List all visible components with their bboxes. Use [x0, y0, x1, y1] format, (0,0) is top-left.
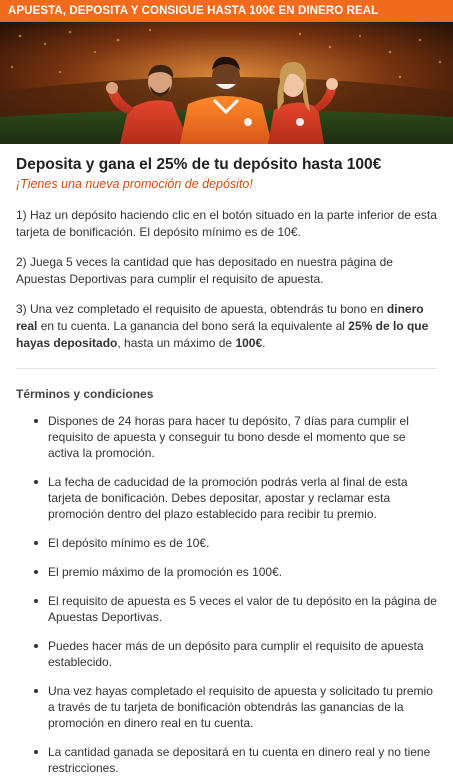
terms-item: La cantidad ganada se depositará en tu cuenta en dinero real y no tiene restricciones. [48, 744, 437, 776]
terms-title: Términos y condiciones [16, 387, 154, 401]
step-2: 2) Juega 5 veces la cantidad que has depositado en nuestra página de Apuestas Deportivas para cumplir el requisito de apuesta. [16, 255, 393, 286]
promo-title: Deposita y gana el 25% de tu depósito hasta 100€ [16, 156, 382, 173]
step-1: 1) Haz un depósito haciendo clic en el botón situado en la parte inferior de esta tarjeta de bonificación. El depósito mínimo es de 10€. [16, 208, 437, 239]
step-3-text: en tu cuenta. La ganancia del bono será la equivalente al [37, 319, 349, 333]
step-3 [16, 301, 437, 352]
step-3-bold-real-money: dinero real [16, 302, 424, 333]
step-3-bold-max: 100€ [235, 336, 263, 350]
terms-item: Puedes hacer más de un depósito para cumplir el requisito de apuesta establecido. [48, 638, 437, 670]
terms-item: El depósito mínimo es de 10€. [48, 535, 437, 551]
terms-item: El requisito de apuesta es 5 veces el valor de tu depósito en la página de Apuestas Deportivas. [48, 594, 437, 624]
hero-image [0, 22, 453, 144]
terms-item: Dispones de 24 horas para hacer tu depósito, 7 días para cumplir el requisito de apuesta y conseguir tu bono desde el momento que se activa la promoción. [48, 413, 437, 461]
step-3-bold-percentage: 25% de lo que hayas depositado [16, 319, 429, 350]
step-3-text: . [262, 336, 266, 350]
terms-item: El premio máximo de la promoción es 100€. [48, 564, 437, 580]
step-3-text: , hasta un máximo de [117, 336, 236, 350]
promo-content [0, 144, 453, 776]
stadium-illustration [0, 22, 453, 144]
step-3-text: 3) Una vez completado el requisito de apuesta, obtendrás tu bono en [16, 302, 387, 316]
promo-banner: APUESTA, DEPOSITA Y CONSIGUE HASTA 100€ EN DINERO REAL [0, 0, 453, 22]
terms-item: Una vez hayas completado el requisito de apuesta y solicitado tu premio a través de tu tarjeta de bonificación obtendrás las ganancias de la promoción en dinero real en tu cuenta. [48, 683, 437, 731]
terms-item: La fecha de caducidad de la promoción podrás verla al final de esta tarjeta de bonificación. Debes depositar, apostar y reclamar esta promoción dentro del plazo establecido para recibir tu premio. [48, 474, 437, 522]
terms-list [16, 413, 437, 776]
promo-subtitle: ¡Tienes una nueva promoción de depósito! [16, 177, 253, 191]
section-divider [16, 368, 437, 369]
